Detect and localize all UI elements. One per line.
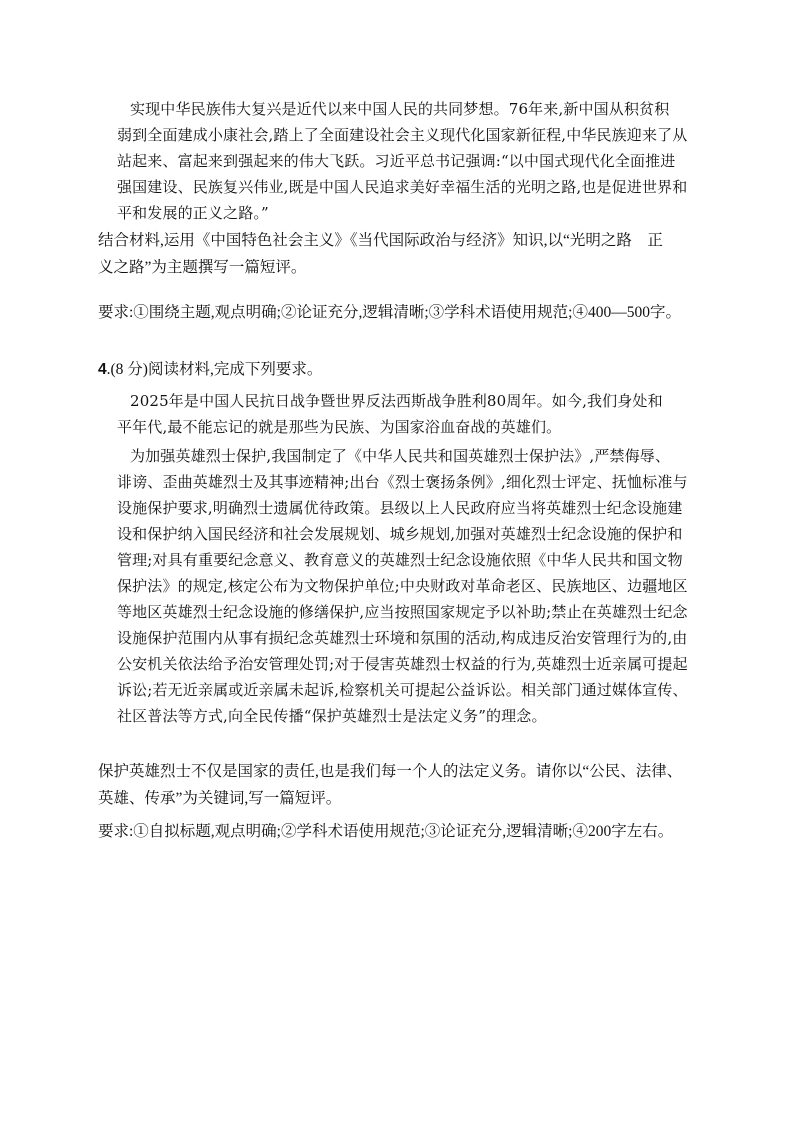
text-line: 公安机关依法给予治安管理处罚;对于侵害英雄烈士权益的行为,英雄烈士近亲属可提起 bbox=[117, 655, 688, 673]
text-line: 设施保护范围内从事有损纪念英雄烈士环境和氛围的活动,构成违反治安管理行为的,由 bbox=[117, 629, 688, 647]
text-line: 诉讼;若无近亲属或近亲属未起诉,检察机关可提起公益诉讼。相关部门通过媒体宣传、 bbox=[117, 681, 688, 699]
q4-material-para2 bbox=[117, 443, 722, 729]
text-line: 保护英雄烈士不仅是国家的责任,也是我们每一个人的法定义务。请你以“公民、法律、 bbox=[98, 763, 683, 780]
text-line: 2025年是中国人民抗日战争暨世界反法西斯战争胜利80周年。如今,我们身处和 bbox=[130, 392, 663, 410]
text-line: 管理;对具有重要纪念意义、教育意义的英雄烈士纪念设施依照《中华人民共和国文物 bbox=[117, 551, 683, 569]
text-line: 等地区英雄烈士纪念设施的修缮保护,应当按照国家规定予以补助;禁止在英雄烈士纪念 bbox=[117, 603, 688, 621]
q4-requirement bbox=[98, 818, 728, 845]
q3-requirement bbox=[98, 299, 728, 326]
text-line: 实现中华民族伟大复兴是近代以来中国人民的共同梦想。76年来,新中国从积贫积 bbox=[130, 100, 670, 118]
text-line: 英雄、传承”为关键词,写一篇短评。 bbox=[98, 790, 342, 807]
text-line: 站起来、富起来到强起来的伟大飞跃。习近平总书记强调:“以中国式现代化全面推进 bbox=[117, 152, 676, 170]
text-line: 社区普法等方式,向全民传播“保护英雄烈士是法定义务”的理念。 bbox=[117, 707, 547, 725]
text-line: 平年代,最不能忘记的就是那些为民族、为国家浴血奋战的英雄们。 bbox=[117, 418, 562, 436]
text-line: 弱到全面建成小康社会,踏上了全面建设社会主义现代化国家新征程,中华民族迎来了从 bbox=[117, 126, 688, 144]
text-line: 保护法》的规定,核定公布为文物保护单位;中央财政对革命老区、民族地区、边疆地区 bbox=[117, 577, 688, 595]
requirement-text: 要求:①围绕主题,观点明确;②论证充分,逻辑清晰;③学科术语使用规范;④400—500字。 bbox=[98, 304, 681, 321]
q4-task bbox=[98, 758, 718, 812]
question-instruction: .(8 分)阅读材料,完成下列要求。 bbox=[106, 361, 323, 378]
q4-material-para1 bbox=[117, 388, 722, 440]
q4-header bbox=[98, 356, 718, 383]
question-number: 4 bbox=[98, 361, 107, 378]
text-line: 诽谤、歪曲英雄烈士及其事迹精神;出台《烈士褒扬条例》,细化烈士评定、抚恤标准与 bbox=[117, 473, 688, 491]
text-line: 为加强英雄烈士保护,我国制定了《中华人民共和国英雄烈士保护法》,严禁侮辱、 bbox=[130, 447, 671, 465]
q3-material-quote bbox=[117, 96, 722, 226]
text-line: 平和发展的正义之路。” bbox=[117, 204, 269, 222]
text-line: 强国建设、民族复兴伟业,既是中国人民追求美好幸福生活的光明之路,也是促进世界和 bbox=[117, 178, 688, 196]
text-line: 义之路”为主题撰写一篇短评。 bbox=[98, 259, 307, 276]
text-line: 结合材料,运用《中国特色社会主义》《当代国际政治与经济》知识,以“光明之路 正 bbox=[98, 232, 663, 249]
text-line: 设和保护纳入国民经济和社会发展规划、城乡规划,加强对英雄烈士纪念设施的保护和 bbox=[117, 525, 683, 543]
q3-task bbox=[98, 227, 718, 281]
text-line: 设施保护要求,明确烈士遗属优待政策。县级以上人民政府应当将英雄烈士纪念设施建 bbox=[117, 499, 683, 517]
requirement-text: 要求:①自拟标题,观点明确;②学科术语使用规范;③论证充分,逻辑清晰;④200字左右。 bbox=[98, 823, 674, 840]
